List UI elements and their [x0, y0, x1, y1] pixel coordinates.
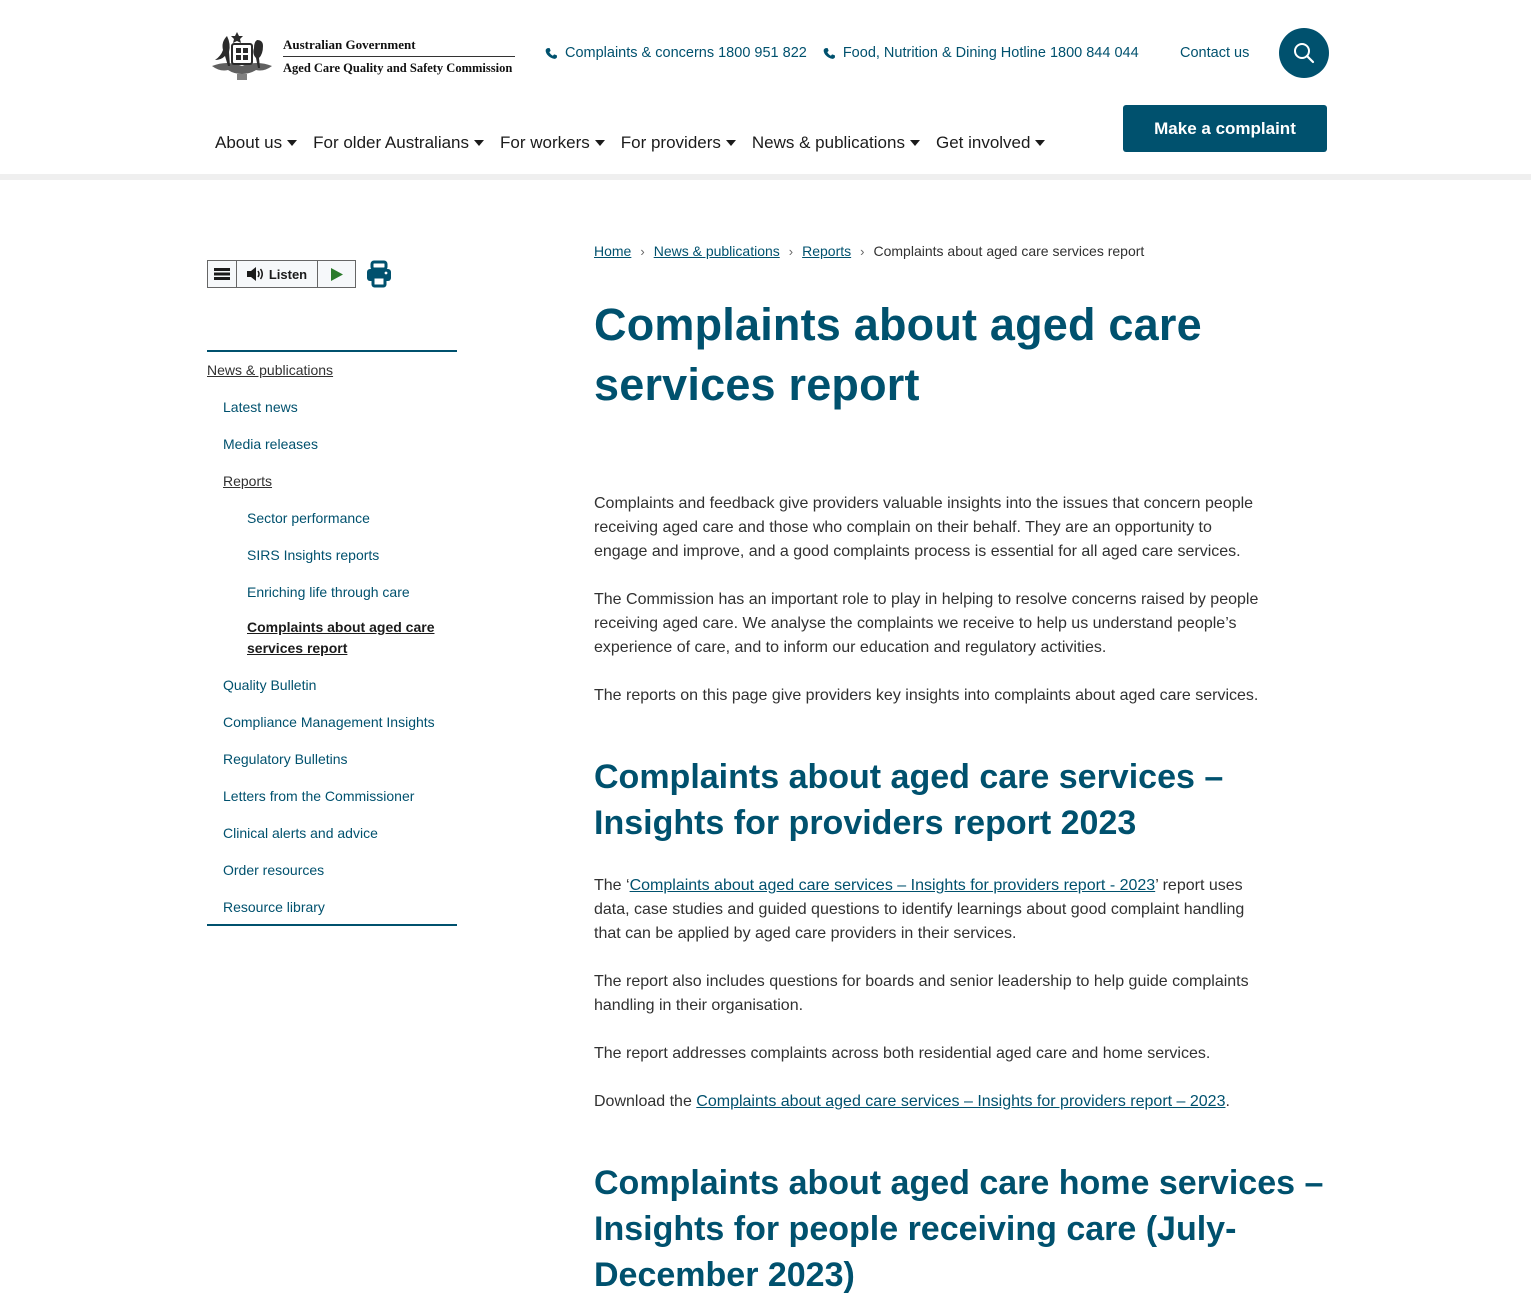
listen-button[interactable]: [237, 261, 318, 287]
intro-paragraph: Complaints and feedback give providers valuable insights into the issues that concern people receiving aged care and those who complain on their behalf. They are an opportunity to engage and improve, and a good complaints process is essential for all aged care services.: [594, 495, 1254, 560]
nav-get-involved[interactable]: [928, 128, 1054, 158]
breadcrumb-news-publications[interactable]: News & publications: [653, 243, 780, 259]
section-navigation: [207, 350, 457, 926]
speaker-icon: [247, 267, 264, 281]
print-icon: [365, 260, 393, 288]
page-title: Complaints about aged care services report: [594, 299, 1202, 410]
sidebar-item-sirs-insights[interactable]: SIRS Insights reports: [247, 547, 380, 563]
caret-down-icon: [1035, 140, 1045, 146]
sidebar-item-quality-bulletin[interactable]: Quality Bulletin: [223, 677, 317, 693]
readspeaker-toolbar: [207, 260, 356, 288]
complaints-phone-label: Complaints & concerns 1800 951 822: [565, 45, 807, 61]
breadcrumb: [594, 243, 1144, 259]
search-button[interactable]: [1279, 28, 1329, 78]
nav-for-providers[interactable]: [613, 128, 744, 158]
coat-of-arms-icon: [207, 30, 277, 82]
main-navigation: [207, 128, 1053, 158]
providers-report-link[interactable]: Complaints about aged care services – Insights for providers report - 2023: [629, 877, 1156, 894]
site-header: [0, 0, 1531, 174]
nav-news-publications[interactable]: [744, 128, 928, 158]
phone-icon: [823, 47, 836, 60]
chevron-right-icon: ›: [640, 243, 645, 259]
sidebar-item-clinical-alerts[interactable]: Clinical alerts and advice: [223, 825, 378, 841]
logo-government: Australian Government: [283, 37, 515, 57]
sidebar-item-sector-performance[interactable]: Sector performance: [247, 510, 370, 526]
search-icon: [1292, 41, 1316, 65]
listen-label: Listen: [268, 266, 308, 282]
report-paragraph: The report also includes questions for boards and senior leadership to help guide complaints handling in their organisation.: [594, 973, 1249, 1014]
caret-down-icon: [474, 140, 484, 146]
sidebar-item-enriching-life[interactable]: Enriching life through care: [247, 584, 410, 600]
site-logo[interactable]: [207, 30, 517, 82]
nav-label: News & publications: [751, 133, 905, 152]
nav-for-older-australians[interactable]: [305, 128, 492, 158]
nav-label: For providers: [620, 133, 721, 152]
breadcrumb-home[interactable]: Home: [594, 243, 632, 259]
report-paragraph: The report addresses complaints across both residential aged care and home services.: [594, 1045, 1211, 1062]
food-hotline-link[interactable]: [823, 45, 1139, 61]
report-description-paragraph: [594, 874, 1259, 946]
sidebar-item-media-releases[interactable]: Media releases: [223, 436, 318, 452]
sidebar-item-letters-commissioner[interactable]: Letters from the Commissioner: [223, 788, 415, 804]
complaints-phone-link[interactable]: [545, 45, 807, 61]
text: .: [1225, 1093, 1230, 1110]
sidebar-item-news-publications[interactable]: News & publications: [207, 362, 334, 378]
sidebar-item-latest-news[interactable]: Latest news: [223, 399, 298, 415]
breadcrumb-reports[interactable]: Reports: [802, 243, 852, 259]
menu-icon: [214, 267, 230, 281]
nav-for-workers[interactable]: [492, 128, 613, 158]
sidebar-item-resource-library[interactable]: Resource library: [223, 899, 325, 915]
sidebar-item-complaints-report[interactable]: Complaints about aged care services report: [247, 619, 435, 656]
utility-links: [545, 45, 1155, 61]
breadcrumb-current: Complaints about aged care services report: [873, 243, 1145, 259]
chevron-right-icon: ›: [860, 243, 865, 259]
phone-icon: [545, 47, 558, 60]
sidebar-item-compliance-insights[interactable]: Compliance Management Insights: [223, 714, 435, 730]
main-content: [594, 295, 1334, 1306]
header-divider: [0, 174, 1531, 180]
download-paragraph: [594, 1090, 1259, 1114]
text: The ‘: [594, 877, 630, 894]
play-button[interactable]: [318, 261, 355, 287]
nav-label: For older Australians: [313, 133, 470, 152]
nav-label: About us: [215, 133, 283, 152]
sidebar-item-regulatory-bulletins[interactable]: Regulatory Bulletins: [223, 751, 348, 767]
play-icon: [331, 268, 343, 281]
nav-about-us[interactable]: [207, 128, 305, 158]
print-button[interactable]: [365, 260, 393, 288]
nav-label: Get involved: [935, 133, 1031, 152]
sidebar-item-reports[interactable]: Reports: [223, 473, 273, 489]
intro-paragraph: The reports on this page give providers key insights into complaints about aged care services.: [594, 687, 1259, 704]
text: Download the: [594, 1093, 697, 1110]
section-heading-home-services: Complaints about aged care home services – Insights for people receiving care (July-December 2023): [594, 1164, 1324, 1294]
caret-down-icon: [595, 140, 605, 146]
make-a-complaint-button[interactable]: Make a complaint: [1123, 105, 1327, 152]
text: ’ report uses data, case studies and guided questions to identify learnings about good complaint handling that can be applied by aged care providers in their services.: [594, 877, 1245, 942]
sidebar-item-order-resources[interactable]: Order resources: [223, 862, 325, 878]
food-hotline-label: Food, Nutrition & Dining Hotline 1800 844 044: [842, 45, 1139, 61]
intro-paragraph: The Commission has an important role to play in helping to resolve concerns raised by people receiving aged care. We analyse the complaints we receive to help us understand people’s experience of care, and to inform our education and regulatory activities.: [594, 591, 1259, 656]
caret-down-icon: [726, 140, 736, 146]
download-report-link[interactable]: Complaints about aged care services – Insights for providers report – 2023: [696, 1093, 1226, 1110]
listen-menu-button[interactable]: [208, 261, 237, 287]
caret-down-icon: [910, 140, 920, 146]
contact-us-link[interactable]: Contact us: [1180, 45, 1250, 61]
logo-text: [283, 37, 515, 76]
nav-label: For workers: [500, 133, 590, 152]
logo-commission: Aged Care Quality and Safety Commission: [283, 60, 513, 75]
chevron-right-icon: ›: [788, 243, 794, 259]
caret-down-icon: [287, 140, 297, 146]
section-heading-providers-report: Complaints about aged care services – Insights for providers report 2023: [594, 758, 1224, 842]
